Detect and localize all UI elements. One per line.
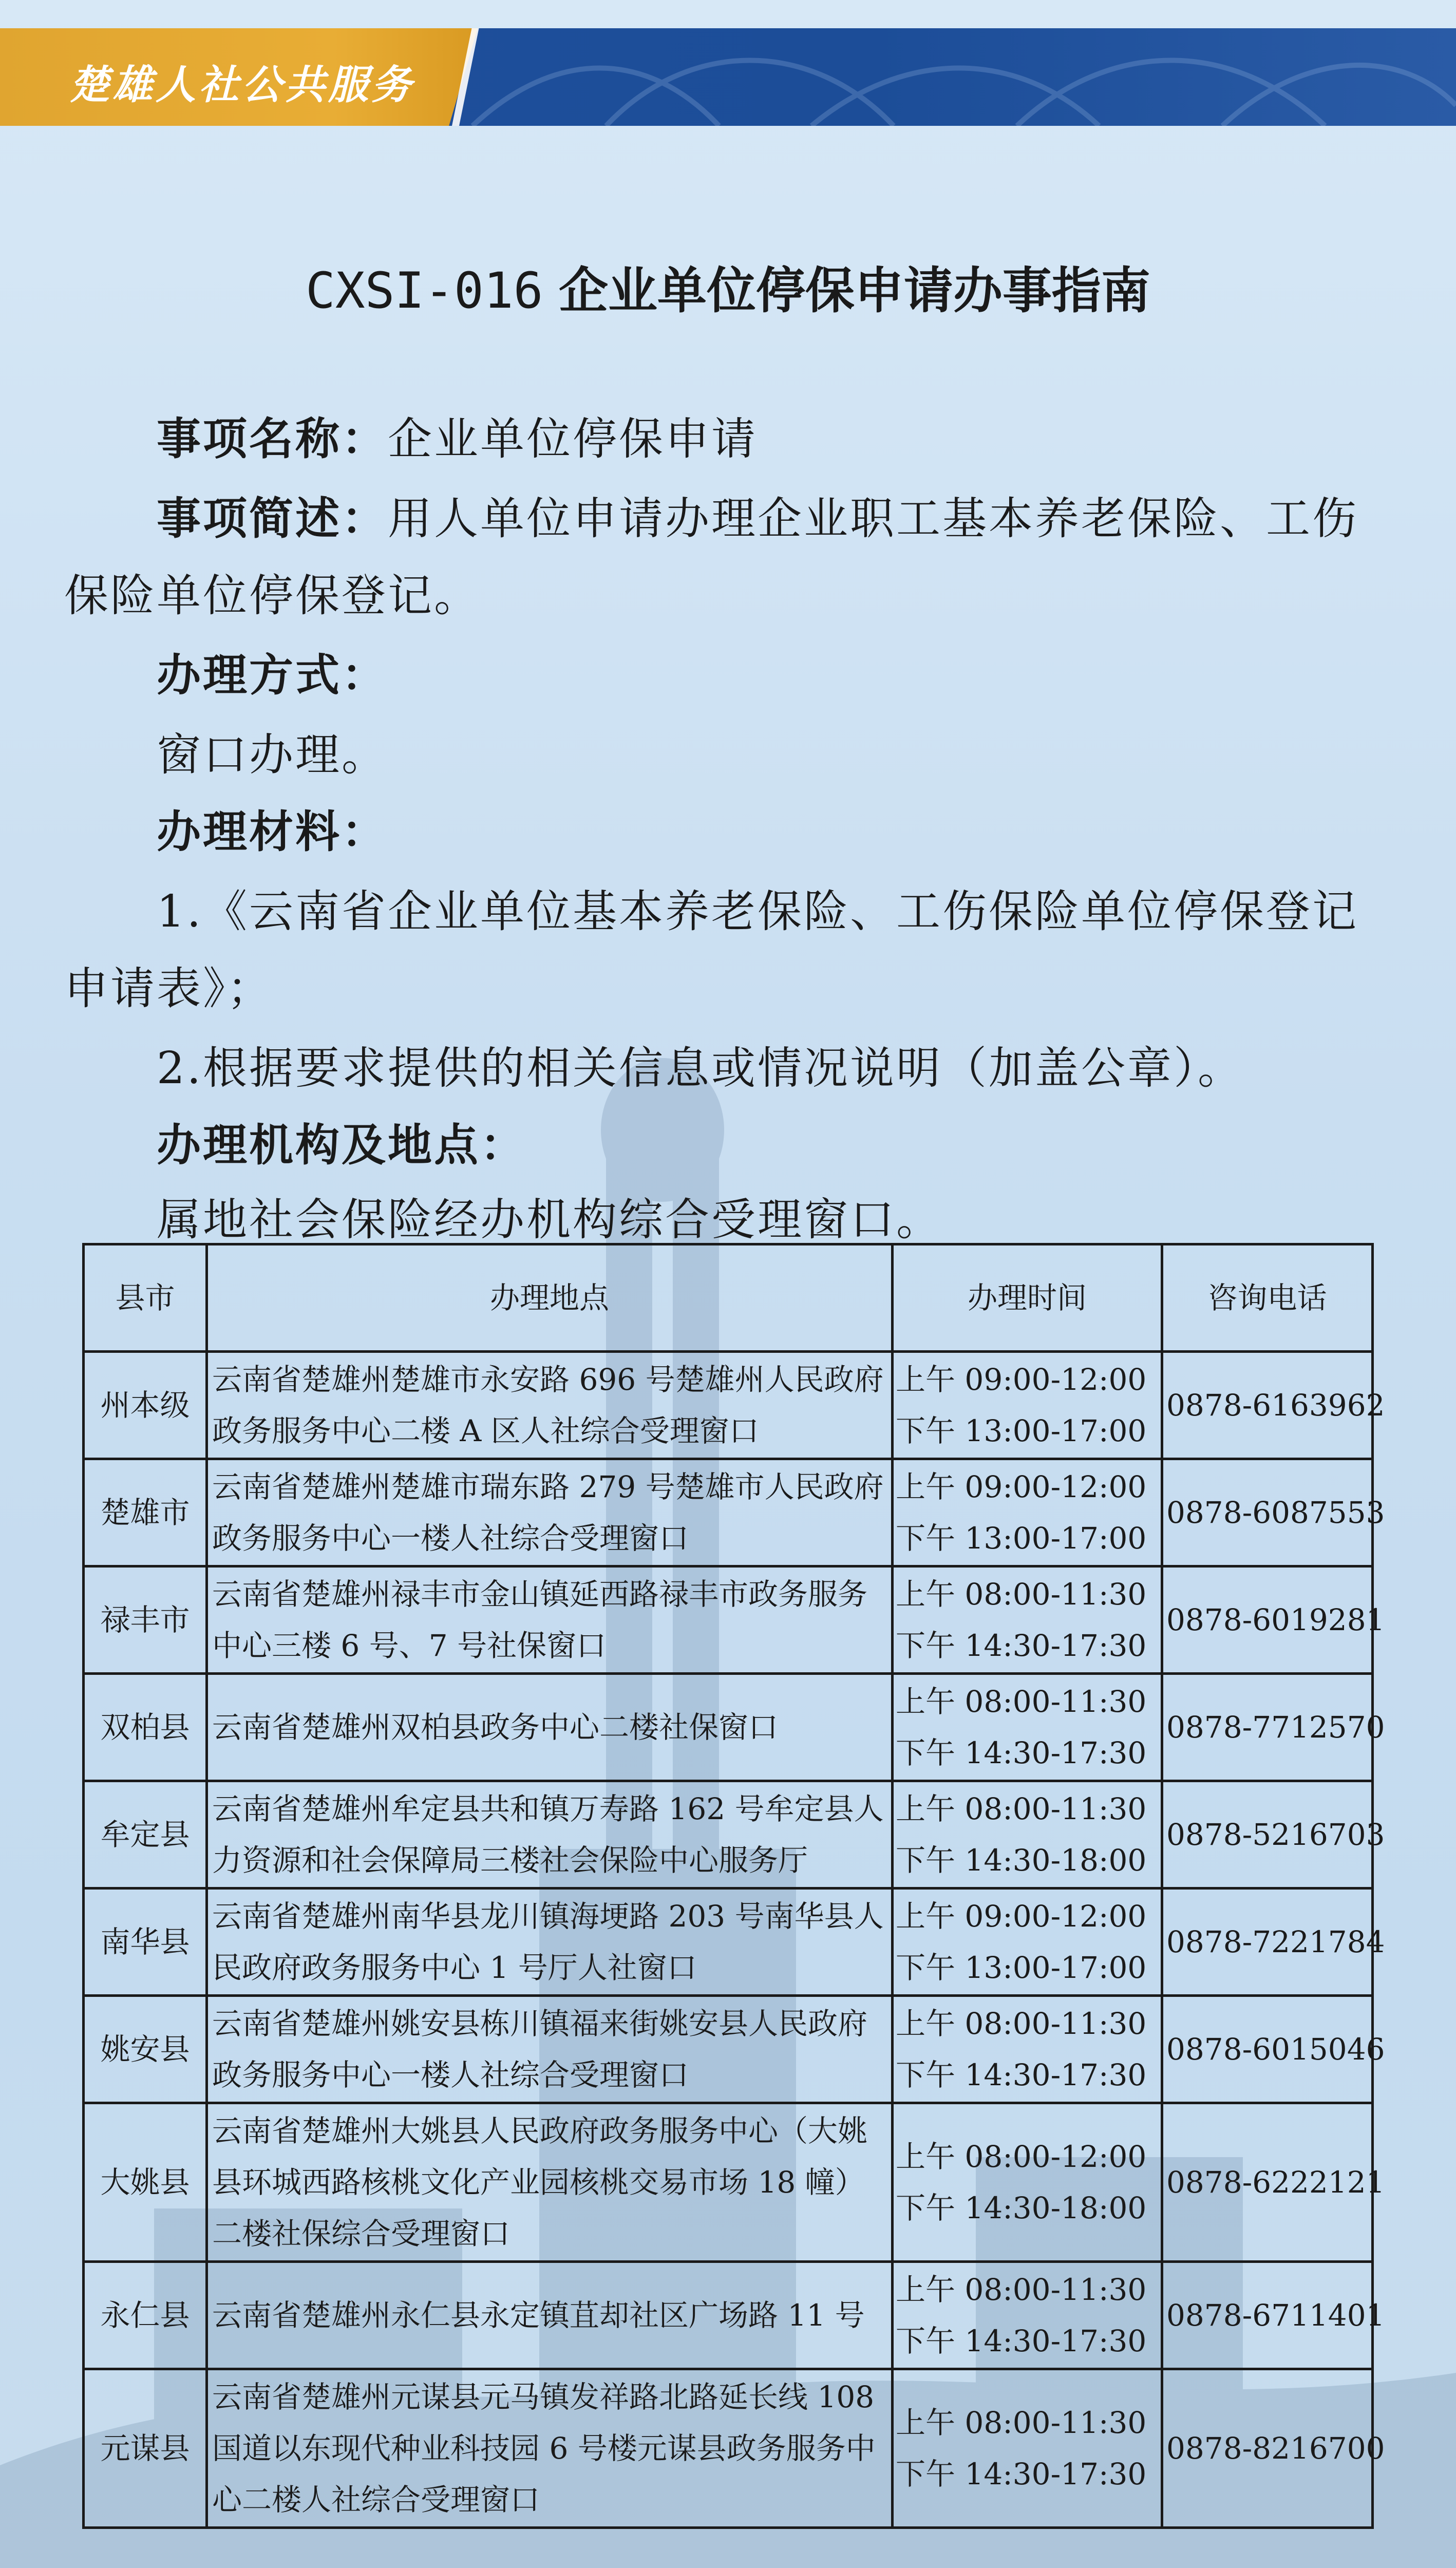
item-name-label: 事项名称： <box>157 413 388 465</box>
phone-cell: 0878-7712570 <box>1162 1674 1373 1781</box>
hours-cell <box>893 1352 1162 1459</box>
table-row <box>84 1996 1373 2103</box>
phone-cell: 0878-6222121 <box>1162 2103 1373 2262</box>
hours-cell <box>893 2262 1162 2369</box>
address-cell: 云南省楚雄州南华县龙川镇海埂路 203 号南华县人民政府政务服务中心 1 号厅人社窗口 <box>207 1889 893 1996</box>
hours-pm: 下午 14:30-17:30 <box>896 1628 1147 1663</box>
hours-pm: 下午 13:00-17:00 <box>896 1950 1147 1985</box>
phone-cell: 0878-5216703 <box>1162 1781 1373 1889</box>
address-cell: 云南省楚雄州永仁县永定镇苴却社区广场路 11 号 <box>207 2262 893 2369</box>
hours-pm: 下午 13:00-17:00 <box>896 1413 1147 1448</box>
table-row <box>84 1781 1373 1889</box>
table-row <box>84 2103 1373 2262</box>
hours-cell <box>893 2103 1162 2262</box>
hours-cell <box>893 1996 1162 2103</box>
method-label: 办理方式： <box>157 650 388 701</box>
header-phone: 咨询电话 <box>1162 1244 1373 1352</box>
hours-pm: 下午 14:30-17:30 <box>896 2324 1147 2358</box>
header-address: 办理地点 <box>207 1244 893 1352</box>
county-cell: 州本级 <box>84 1352 207 1459</box>
page-title <box>0 252 1456 322</box>
hours-cell <box>893 2369 1162 2528</box>
address-cell: 云南省楚雄州大姚县人民政府政务服务中心（大姚县环城西路核桃文化产业园核桃交易市场 18 幢）二楼社保综合受理窗口 <box>207 2103 893 2262</box>
phone-cell: 0878-7221784 <box>1162 1889 1373 1996</box>
hours-am: 上午 09:00-12:00 <box>896 1469 1147 1504</box>
hours-pm: 下午 14:30-18:00 <box>896 1843 1147 1878</box>
table-row <box>84 1459 1373 1566</box>
county-cell: 双柏县 <box>84 1674 207 1781</box>
hours-am: 上午 08:00-12:00 <box>896 2139 1147 2174</box>
table-row <box>84 1889 1373 1996</box>
address-cell: 云南省楚雄州牟定县共和镇万寿路 162 号牟定县人力资源和社会保障局三楼社会保险中心服务厅 <box>207 1781 893 1889</box>
address-cell: 云南省楚雄州楚雄市永安路 696 号楚雄州人民政府政务服务中心二楼 A 区人社综合受理窗口 <box>207 1352 893 1459</box>
address-cell: 云南省楚雄州元谋县元马镇发祥路北路延长线 108 国道以东现代种业科技园 6 号楼元谋县政务服务中心二楼人社综合受理窗口 <box>207 2369 893 2528</box>
table-row <box>84 1674 1373 1781</box>
materials-item-2: 2.根据要求提供的相关信息或情况说明（加盖公章）。 <box>157 1043 1244 1094</box>
hours-pm: 下午 13:00-17:00 <box>896 1521 1147 1556</box>
table-row <box>84 1566 1373 1674</box>
table-row <box>84 2262 1373 2369</box>
service-locations-table <box>82 1243 1385 2529</box>
address-cell: 云南省楚雄州姚安县栋川镇福来街姚安县人民政府政务服务中心一楼人社综合受理窗口 <box>207 1996 893 2103</box>
phone-cell: 0878-6087553 <box>1162 1459 1373 1566</box>
table-row <box>84 2369 1373 2528</box>
table-row <box>84 1352 1373 1459</box>
item-desc-label: 事项简述： <box>157 493 388 544</box>
item-name-value: 企业单位停保申请 <box>388 413 758 465</box>
phone-cell: 0878-8216700 <box>1162 2369 1373 2528</box>
header-hours: 办理时间 <box>893 1244 1162 1352</box>
hours-am: 上午 08:00-11:30 <box>896 1791 1147 1826</box>
brand-title: 楚雄人社公共服务 <box>69 62 415 108</box>
header-banner <box>0 28 1456 126</box>
address-cell: 云南省楚雄州双柏县政务中心二楼社保窗口 <box>207 1674 893 1781</box>
hours-cell <box>893 1889 1162 1996</box>
county-cell: 楚雄市 <box>84 1459 207 1566</box>
item-name-section <box>64 401 1400 478</box>
phone-cell: 0878-6163962 <box>1162 1352 1373 1459</box>
method-value: 窗口办理。 <box>157 729 388 781</box>
title-name: 企业单位停保申请办事指南 <box>558 262 1150 319</box>
hours-am: 上午 09:00-12:00 <box>896 1362 1147 1397</box>
county-cell: 元谋县 <box>84 2369 207 2528</box>
header-county: 县市 <box>84 1244 207 1352</box>
hours-am: 上午 09:00-12:00 <box>896 1899 1147 1934</box>
address-cell: 云南省楚雄州禄丰市金山镇延西路禄丰市政务服务中心三楼 6 号、7 号社保窗口 <box>207 1566 893 1674</box>
phone-cell: 0878-6019281 <box>1162 1566 1373 1674</box>
title-code: CXSI-016 <box>306 262 543 319</box>
county-cell: 牟定县 <box>84 1781 207 1889</box>
materials-item-1: 1.《云南省企业单位基本养老保险、工伤保险单位停保登记申请表》； <box>64 886 1359 1014</box>
hours-am: 上午 08:00-11:30 <box>896 2006 1147 2041</box>
county-cell: 永仁县 <box>84 2262 207 2369</box>
county-cell: 姚安县 <box>84 1996 207 2103</box>
hours-cell <box>893 1459 1162 1566</box>
phone-cell: 0878-6015046 <box>1162 1996 1373 2103</box>
materials-label: 办理材料： <box>157 806 388 858</box>
hours-cell <box>893 1674 1162 1781</box>
address-cell: 云南省楚雄州楚雄市瑞东路 279 号楚雄市人民政府政务服务中心一楼人社综合受理窗口 <box>207 1459 893 1566</box>
county-cell: 禄丰市 <box>84 1566 207 1674</box>
hours-pm: 下午 14:30-17:30 <box>896 1735 1147 1770</box>
hours-am: 上午 08:00-11:30 <box>896 2272 1147 2307</box>
hours-cell <box>893 1781 1162 1889</box>
hours-am: 上午 08:00-11:30 <box>896 2405 1147 2440</box>
hours-pm: 下午 14:30-18:00 <box>896 2191 1147 2225</box>
phone-cell: 0878-6711401 <box>1162 2262 1373 2369</box>
hours-cell <box>893 1566 1162 1674</box>
hours-pm: 下午 14:30-17:30 <box>896 2057 1147 2092</box>
hours-pm: 下午 14:30-17:30 <box>896 2457 1147 2491</box>
table-header-row <box>84 1244 1373 1352</box>
county-cell: 南华县 <box>84 1889 207 1996</box>
header-pattern-decoration <box>452 28 1456 126</box>
item-desc-value: 用人单位申请办理企业职工基本养老保险、工伤保险单位停保登记。 <box>64 493 1358 621</box>
agency-value: 属地社会保险经办机构综合受理窗口。 <box>157 1194 942 1245</box>
hours-am: 上午 08:00-11:30 <box>896 1577 1147 1612</box>
item-desc-section <box>64 480 1400 634</box>
county-cell: 大姚县 <box>84 2103 207 2262</box>
hours-am: 上午 08:00-11:30 <box>896 1684 1147 1719</box>
agency-label: 办理机构及地点： <box>157 1120 526 1171</box>
